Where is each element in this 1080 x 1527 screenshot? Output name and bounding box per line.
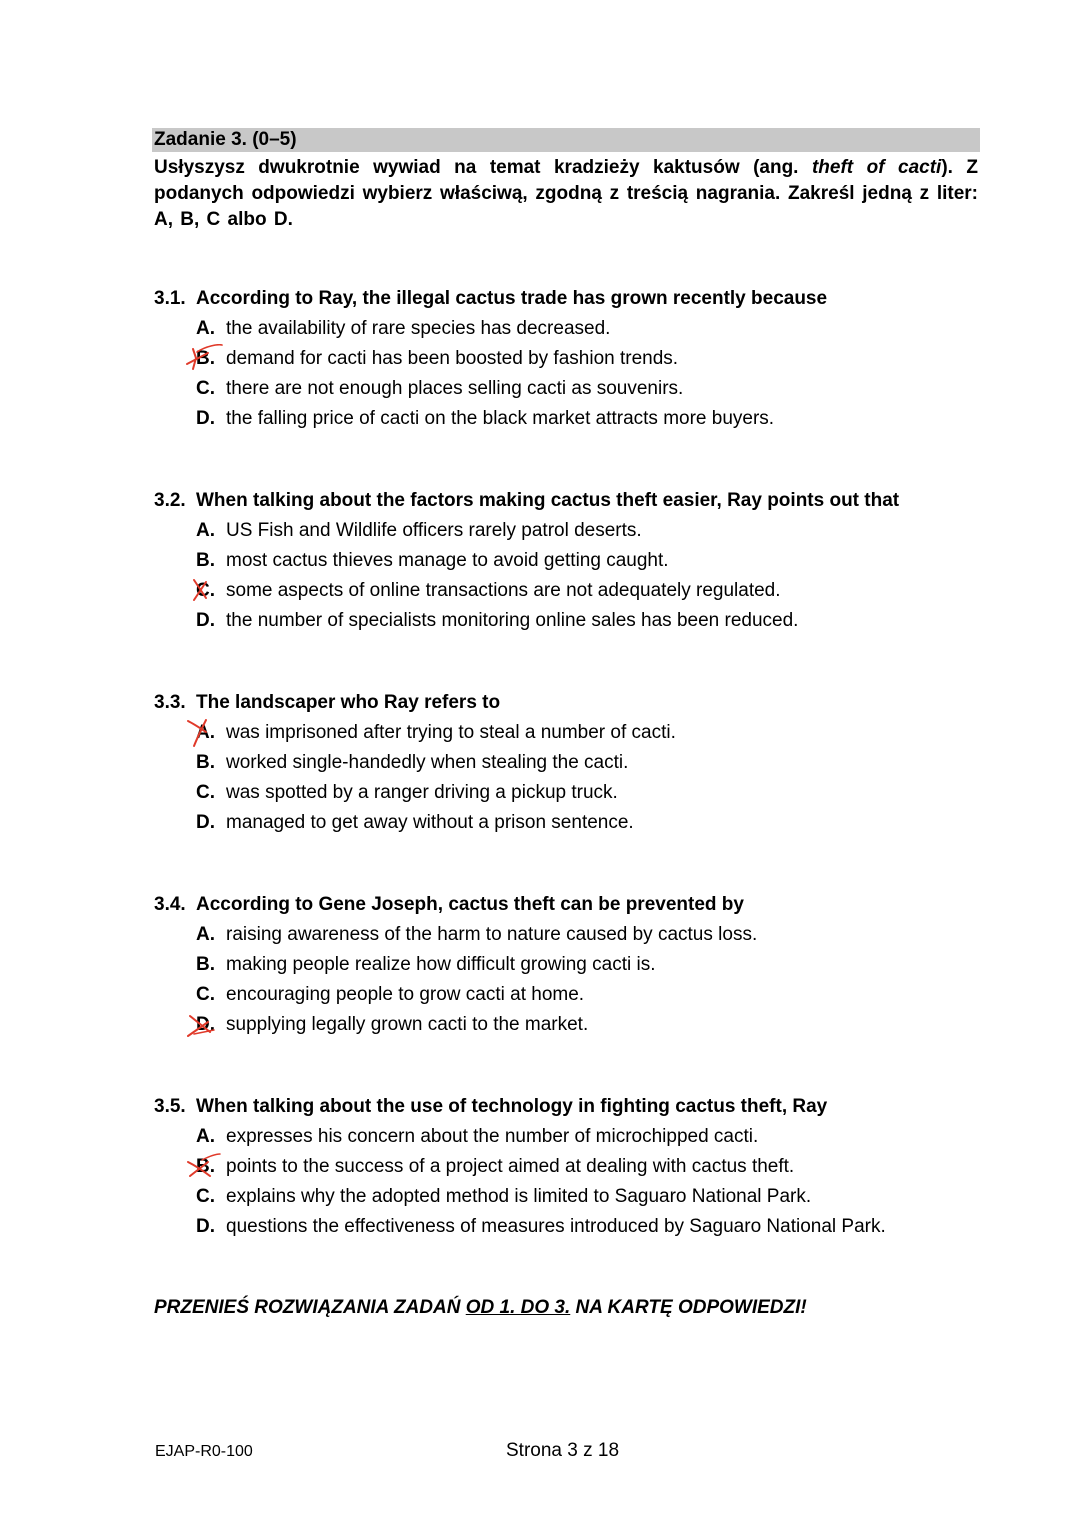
option-letter: D. [196,610,215,631]
option-letter: D. [196,1216,215,1237]
instructions-italic-term: theft of cacti [811,157,942,178]
note-underlined: OD 1. DO 3. [465,1297,571,1318]
question-number: 3.3. [154,692,186,713]
option-letter: C. [196,580,215,601]
question-number: 3.4. [154,894,186,915]
option-text: was imprisoned after trying to steal a number of cacti. [226,722,676,743]
option-letter: B. [196,752,215,773]
option-letter: B. [196,954,215,975]
instructions-part-2: ). Z podanych odpowiedzi wybierz właściwą, zgodną z treścią nagrania. Zakreśl jedną z liter: A, B, C albo D. [154,157,979,230]
option-a[interactable] [154,718,1014,748]
option-letter: B. [196,550,215,571]
option-letter: A. [196,520,215,541]
option-c[interactable] [154,778,1014,808]
option-c[interactable] [154,980,1014,1010]
option-text: the number of specialists monitoring online sales has been reduced. [226,610,799,631]
task-instructions [154,155,978,233]
question-text: When talking about the use of technology in fighting cactus theft, Ray [196,1096,828,1117]
question-stem [154,890,1014,920]
question-3-3 [154,688,1014,838]
note-part-1: PRZENIEŚ ROZWIĄZANIA ZADAŃ [154,1297,466,1318]
question-3-5 [154,1092,1014,1242]
option-letter: C. [196,378,215,399]
option-a[interactable] [154,516,1014,546]
question-number: 3.5. [154,1096,186,1117]
option-letter: A. [196,318,215,339]
option-c[interactable] [154,1182,1014,1212]
option-text: explains why the adopted method is limited to Saguaro National Park. [226,1186,812,1207]
option-b[interactable] [154,344,1014,374]
option-text: was spotted by a ranger driving a pickup truck. [226,782,618,803]
option-d[interactable] [154,606,1014,636]
option-letter: B. [196,1156,215,1177]
option-letter: D. [196,812,215,833]
option-text: making people realize how difficult growing cacti is. [226,954,656,975]
question-3-2 [154,486,1014,636]
option-b[interactable] [154,546,1014,576]
option-letter: C. [196,984,215,1005]
question-text: When talking about the factors making cactus theft easier, Ray points out that [196,490,900,511]
option-letter: C. [196,782,215,803]
option-letter: B. [196,348,215,369]
task-header: Zadanie 3. (0–5) [152,128,980,152]
option-letter: A. [196,722,215,743]
option-text: supplying legally grown cacti to the market. [226,1014,589,1035]
option-b[interactable] [154,950,1014,980]
option-text: the availability of rare species has decreased. [226,318,611,339]
question-text: According to Gene Joseph, cactus theft can be prevented by [196,894,744,915]
option-b[interactable] [154,748,1014,778]
option-text: most cactus thieves manage to avoid getting caught. [226,550,669,571]
option-text: the falling price of cacti on the black market attracts more buyers. [226,408,775,429]
option-text: demand for cacti has been boosted by fashion trends. [226,348,679,369]
question-text: According to Ray, the illegal cactus trade has grown recently because [196,288,828,309]
option-text: questions the effectiveness of measures introduced by Saguaro National Park. [226,1216,886,1237]
option-d[interactable] [154,404,1014,434]
option-text: US Fish and Wildlife officers rarely patrol deserts. [226,520,642,541]
question-stem [154,1092,1014,1122]
question-stem [154,688,1014,718]
transfer-answers-note [154,1295,807,1321]
question-stem [154,284,1014,314]
option-text: worked single-handedly when stealing the cacti. [226,752,629,773]
question-number: 3.1. [154,288,186,309]
option-letter: A. [196,924,215,945]
instructions-part-1: Usłyszysz dwukrotnie wywiad na temat kradzieży kaktusów (ang. [154,157,812,178]
option-d[interactable] [154,808,1014,838]
question-3-1 [154,284,1014,434]
option-letter: D. [196,408,215,429]
option-text: expresses his concern about the number of microchipped cacti. [226,1126,759,1147]
option-c[interactable] [154,374,1014,404]
option-a[interactable] [154,314,1014,344]
option-text: raising awareness of the harm to nature caused by cactus loss. [226,924,758,945]
option-c[interactable] [154,576,1014,606]
exam-code: EJAP-R0-100 [155,1443,253,1460]
note-part-2: NA KARTĘ ODPOWIEDZI! [570,1297,807,1318]
question-stem [154,486,1014,516]
option-text: some aspects of online transactions are not adequately regulated. [226,580,781,601]
question-number: 3.2. [154,490,186,511]
page-number: Strona 3 z 18 [506,1440,620,1461]
option-b[interactable] [154,1152,1014,1182]
option-letter: A. [196,1126,215,1147]
question-text: The landscaper who Ray refers to [196,692,501,713]
option-text: encouraging people to grow cacti at home. [226,984,585,1005]
option-d[interactable] [154,1010,1014,1040]
option-letter: C. [196,1186,215,1207]
option-text: there are not enough places selling cacti as souvenirs. [226,378,684,399]
question-3-4 [154,890,1014,1040]
option-a[interactable] [154,920,1014,950]
option-a[interactable] [154,1122,1014,1152]
option-text: points to the success of a project aimed at dealing with cactus theft. [226,1156,795,1177]
option-d[interactable] [154,1212,1014,1242]
option-text: managed to get away without a prison sentence. [226,812,634,833]
option-letter: D. [196,1014,215,1035]
